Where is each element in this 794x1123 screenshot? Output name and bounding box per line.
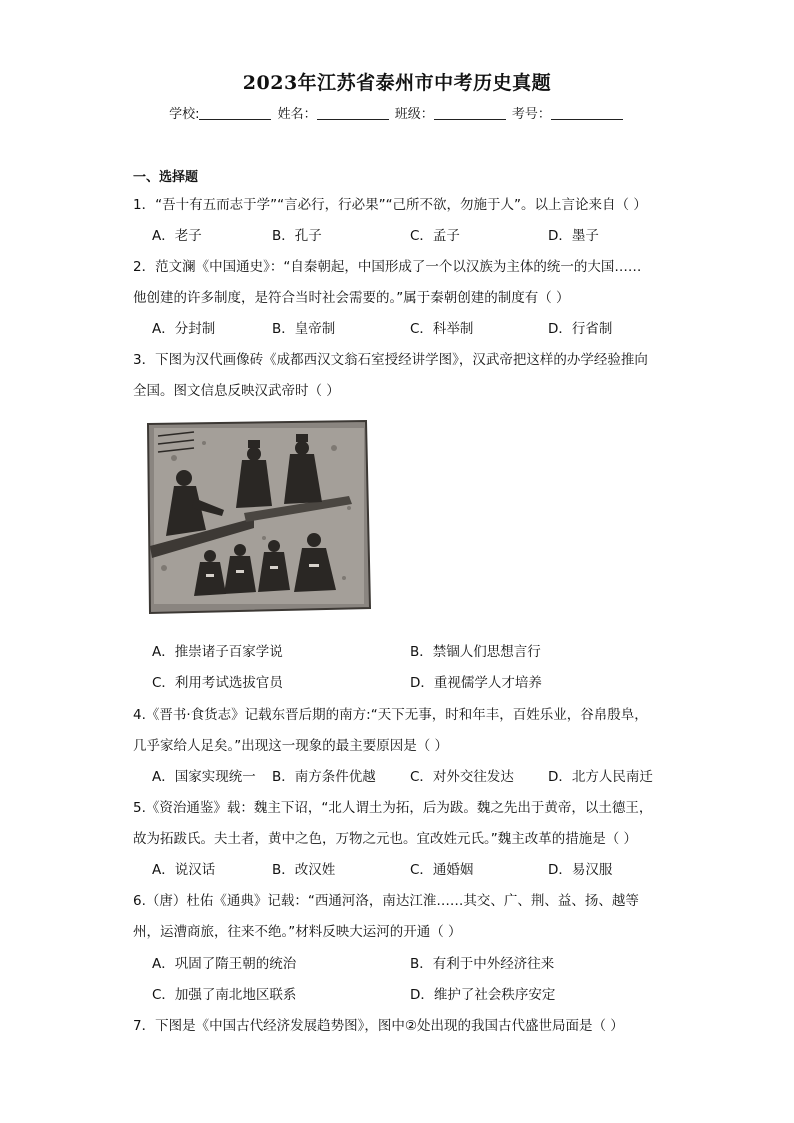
class-label: 班级： (394, 107, 434, 122)
question-4-stem-line-1: 4.《晋书·食货志》记载东晋后期的南方:“天下无事，时和年丰，百姓乐业，谷帛殷阜， (133, 707, 648, 723)
exam-title: 2023年江苏省泰州市中考历史真题 (242, 72, 552, 94)
q2-option-d: D．行省制 (548, 321, 613, 337)
q3-option-b: B．禁锢人们思想言行 (410, 644, 541, 660)
class-blank[interactable] (434, 107, 506, 120)
han-brick-relief-image (144, 418, 372, 616)
q1-option-c: C．孟子 (410, 228, 460, 244)
q4-option-a: A．国家实现统一 (152, 769, 256, 785)
school-blank[interactable] (199, 107, 271, 120)
q6-option-c: C．加强了南北地区联系 (152, 987, 297, 1003)
q3-option-a: A．推崇诸子百家学说 (152, 644, 283, 660)
question-7-stem: 7．下图是《中国古代经济发展趋势图》，图中②处出现的我国古代盛世局面是（ ） (133, 1018, 624, 1034)
name-label: 姓名： (277, 107, 317, 122)
q6-option-b: B．有利于中外经济往来 (410, 956, 555, 972)
question-2-stem-line-1: 2．范文澜《中国通史》：“自秦朝起，中国形成了一个以汉族为主体的统一的大国…… (133, 259, 642, 275)
q1-option-d: D．墨子 (548, 228, 599, 244)
question-4-stem-line-2: 几乎家给人足矣。”出现这一现象的最主要原因是（ ） (133, 738, 449, 754)
question-5-stem-line-1: 5.《资治通鉴》载：魏主下诏，“北人谓土为拓，后为跋。魏之先出于黄帝，以土德王， (133, 800, 653, 816)
q1-option-b: B．孔子 (272, 228, 322, 244)
q4-option-c: C．对外交往发达 (410, 769, 514, 785)
q4-option-d: D．北方人民南迁 (548, 769, 653, 785)
q4-option-b: B．南方条件优越 (272, 769, 376, 785)
name-blank[interactable] (317, 107, 389, 120)
question-5-stem-line-2: 故为拓跋氏。夫土者，黄中之色，万物之元也。宜改姓元氏。”魏主改革的措施是（ ） (133, 831, 638, 847)
q2-option-b: B．皇帝制 (272, 321, 336, 337)
question-6-stem-line-1: 6.（唐）杜佑《通典》记载：“西通河洛，南达江淮……其交、广、荆、益、扬、越等 (133, 893, 639, 909)
exam-number-blank[interactable] (551, 107, 623, 120)
school-label: 学校: (169, 107, 200, 122)
q6-option-d: D．维护了社会秩序安定 (410, 987, 556, 1003)
q3-option-c: C．利用考试选拔官员 (152, 675, 283, 691)
q6-option-a: A．巩固了隋王朝的统治 (152, 956, 297, 972)
q2-option-a: A．分封制 (152, 321, 216, 337)
q2-option-c: C．科举制 (410, 321, 474, 337)
exam-number-label: 考号： (511, 107, 551, 122)
question-3-stem-line-1: 3．下图为汉代画像砖《成都西汉文翁石室授经讲学图》，汉武帝把这样的办学经验推向 (133, 352, 648, 368)
q5-option-c: C．通婚姻 (410, 862, 474, 878)
q3-option-d: D．重视儒学人才培养 (410, 675, 542, 691)
q5-option-d: D．易汉服 (548, 862, 613, 878)
q5-option-b: B．改汉姓 (272, 862, 336, 878)
q5-option-a: A．说汉话 (152, 862, 216, 878)
q1-option-a: A．老子 (152, 228, 202, 244)
question-3-stem-line-2: 全国。图文信息反映汉武帝时（ ） (133, 383, 340, 399)
question-2-stem-line-2: 他创建的许多制度，是符合当时社会需要的。”属于秦朝创建的制度有（ ） (133, 290, 570, 306)
question-6-stem-line-2: 州，运漕商旅，往来不绝。”材料反映大运河的开通（ ） (133, 924, 462, 940)
question-1-stem: 1．“吾十有五而志于学”“言必行，行必果”“己所不欲，勿施于人”。以上言论来自（ ） (133, 197, 647, 213)
section-title: 一、选择题 (133, 170, 199, 185)
student-info-row (0, 103, 794, 122)
